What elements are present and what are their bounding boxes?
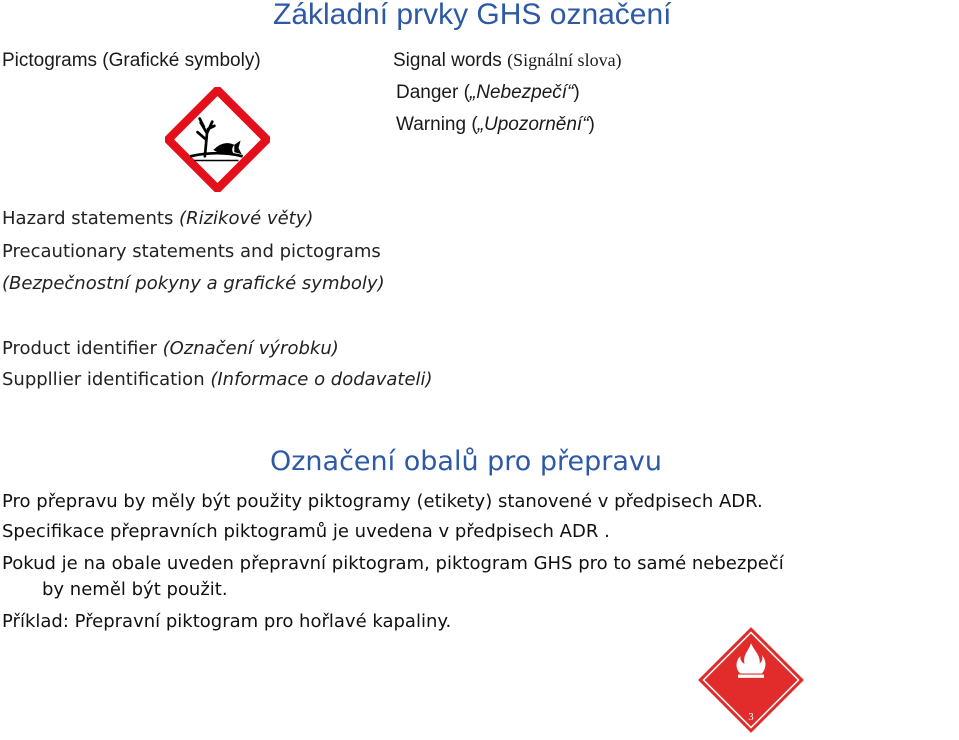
signal-warning	[396, 114, 595, 136]
signal-words-en: Signal words	[393, 50, 502, 71]
supplier-cz: (Informace o dodavateli)	[210, 369, 433, 390]
adr-class-number: 3	[748, 710, 754, 723]
warning-en: Warning (	[396, 114, 478, 135]
supplier-identification	[2, 369, 433, 390]
danger-close: )	[573, 82, 580, 103]
signal-danger	[396, 82, 580, 104]
precautionary-statements: Precautionary statements and pictograms	[2, 241, 381, 262]
identifier-en: Product identifier	[2, 338, 163, 359]
transport-paragraph-3-cont: by neměl být použit.	[42, 579, 228, 600]
flammable-liquid-icon	[697, 626, 805, 734]
precautionary-statements-cz	[2, 273, 385, 294]
transport-paragraph-1: Pro přepravu by měly být použity piktogramy (etikety) stanovené v předpisech ADR.	[2, 491, 763, 512]
product-identifier	[2, 338, 339, 359]
transport-example: Příklad: Přepravní piktogram pro hořlavé kapaliny.	[2, 611, 452, 632]
identifier-cz: (Označení výrobku)	[162, 338, 339, 359]
page-title: Základní prvky GHS označení	[273, 0, 672, 31]
warning-close: )	[588, 114, 595, 135]
signal-words-cz: (Signální slova)	[507, 50, 622, 70]
hazard-statements	[2, 208, 313, 229]
signal-words-heading	[393, 50, 622, 72]
environment-hazard-icon	[165, 87, 270, 192]
supplier-en: Suppllier identification	[2, 369, 211, 390]
transport-paragraph-3: Pokud je na obale uveden přepravní piktogram, piktogram GHS pro to samé nebezpečí	[2, 553, 784, 574]
precaution-cz: (Bezpečnostní pokyny a grafické symboly)	[2, 273, 385, 294]
danger-cz: „Nebezpečí“	[469, 82, 574, 103]
warning-cz: „Upozornění“	[477, 114, 589, 135]
pictograms-label: Pictograms (Grafické symboly)	[2, 50, 261, 71]
hazard-en: Hazard statements	[2, 208, 180, 229]
transport-paragraph-2: Specifikace přepravních piktogramů je uvedena v předpisech ADR .	[2, 521, 610, 542]
danger-en: Danger (	[396, 82, 470, 103]
hazard-cz: (Rizikové věty)	[179, 208, 314, 229]
transport-subtitle: Označení obalů pro přepravu	[270, 446, 663, 477]
